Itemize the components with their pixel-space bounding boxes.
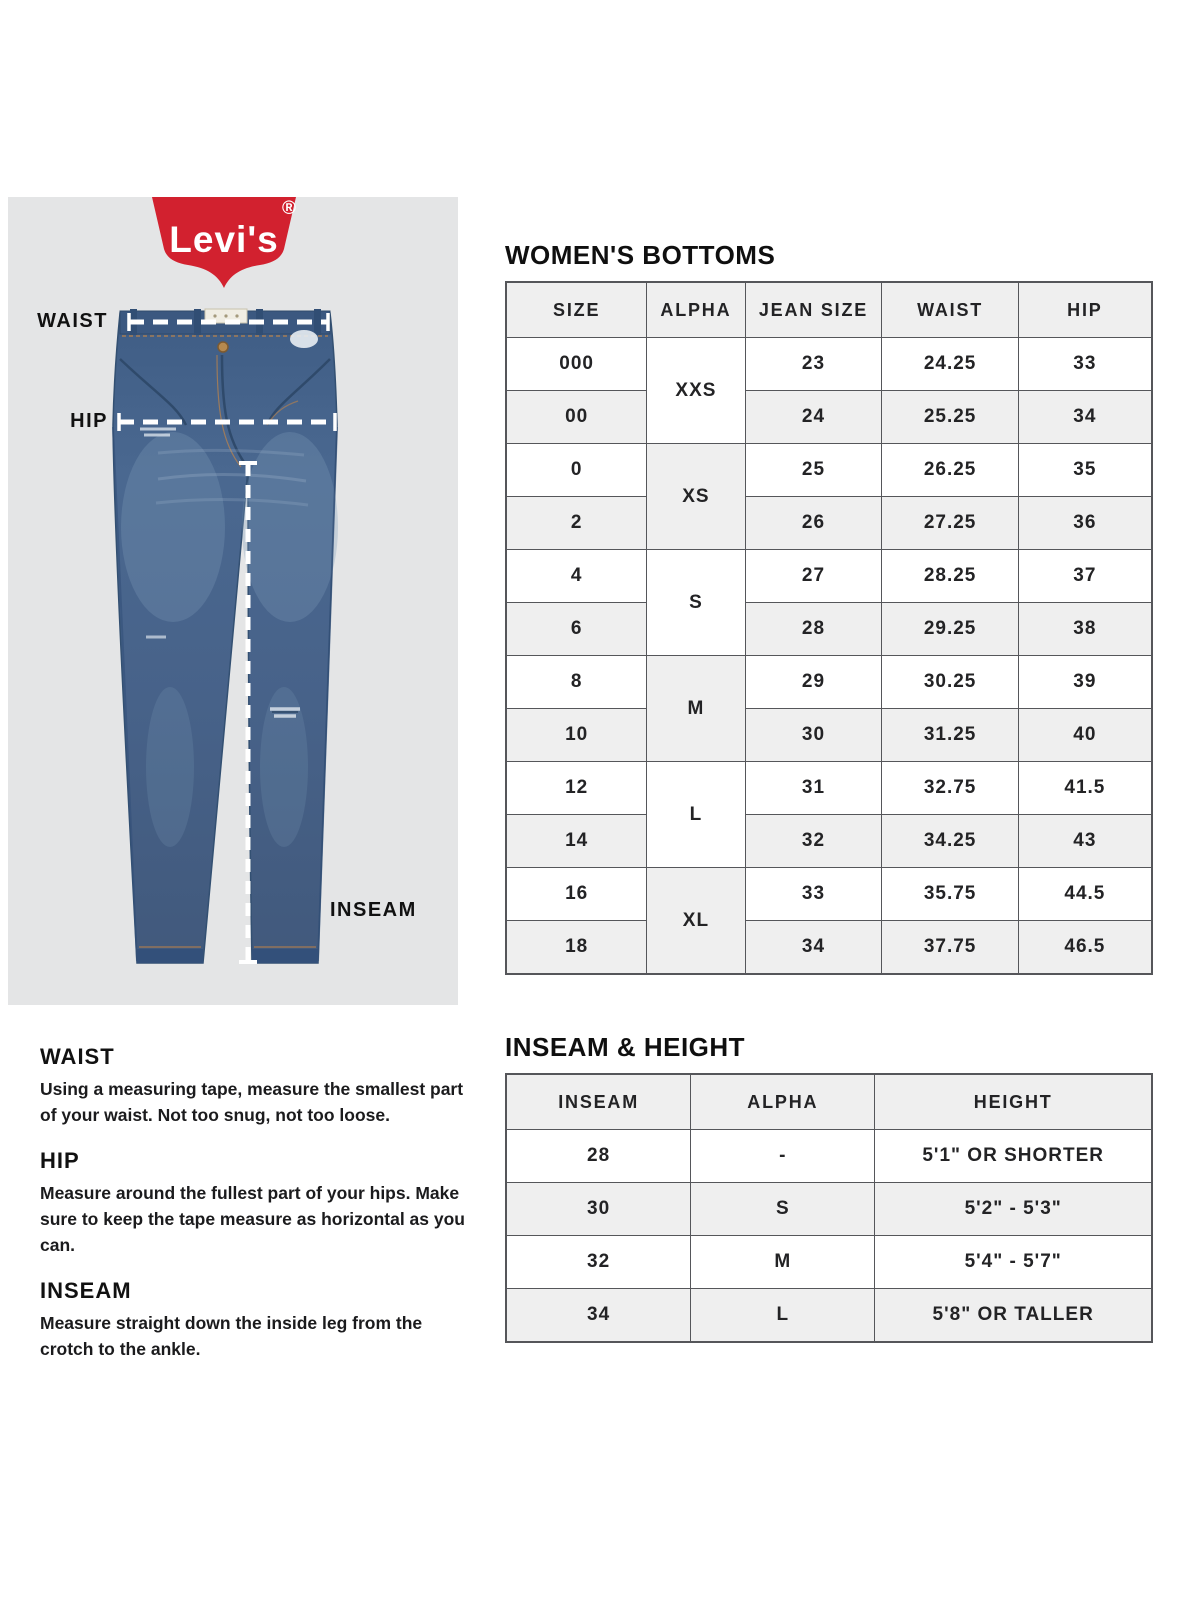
alpha-cell: M xyxy=(647,656,745,762)
waist-cell: 31.25 xyxy=(882,709,1018,762)
jean-size-cell: 28 xyxy=(745,603,882,656)
jean-size-cell: 33 xyxy=(745,868,882,921)
inseam-instruction-text: Measure straight down the inside leg from the crotch to the ankle. xyxy=(40,1313,423,1359)
registered-mark: ® xyxy=(282,198,296,219)
height-cell: 5'8" OR TALLER xyxy=(875,1289,1152,1343)
inseam-instruction xyxy=(40,1278,480,1362)
waist-cell: 34.25 xyxy=(882,815,1018,868)
hip-cell: 41.5 xyxy=(1018,762,1152,815)
size-row xyxy=(506,338,1152,391)
alpha-cell: XS xyxy=(647,444,745,550)
hip-instruction xyxy=(40,1148,480,1258)
size-cell: 4 xyxy=(506,550,647,603)
size-cell: 6 xyxy=(506,603,647,656)
waist-instruction-text: Using a measuring tape, measure the smallest part of your waist. Not too snug, not too loose. xyxy=(40,1079,464,1125)
waist-instruction xyxy=(40,1044,480,1128)
inseam-row xyxy=(506,1289,1152,1343)
column-header: WAIST xyxy=(882,282,1018,338)
inseam-cell: 32 xyxy=(506,1236,691,1289)
size-cell: 16 xyxy=(506,868,647,921)
size-row xyxy=(506,709,1152,762)
inseam-row xyxy=(506,1236,1152,1289)
jean-size-cell: 27 xyxy=(745,550,882,603)
column-header: HIP xyxy=(1018,282,1152,338)
jean-size-cell: 32 xyxy=(745,815,882,868)
inseam-table-title: INSEAM & HEIGHT xyxy=(505,1032,746,1062)
alpha-cell: M xyxy=(691,1236,875,1289)
levis-logo xyxy=(150,197,298,293)
size-row xyxy=(506,603,1152,656)
alpha-cell: L xyxy=(647,762,745,868)
bottoms-size-table xyxy=(505,281,1153,975)
header-row xyxy=(506,282,1152,338)
bottoms-table-title: WOMEN'S BOTTOMS xyxy=(505,240,776,270)
jean-size-cell: 29 xyxy=(745,656,882,709)
column-header: HEIGHT xyxy=(875,1074,1152,1130)
hip-cell: 38 xyxy=(1018,603,1152,656)
jean-size-cell: 24 xyxy=(745,391,882,444)
waist-cell: 25.25 xyxy=(882,391,1018,444)
column-header: ALPHA xyxy=(691,1074,875,1130)
size-cell: 12 xyxy=(506,762,647,815)
size-cell: 2 xyxy=(506,497,647,550)
height-cell: 5'1" OR SHORTER xyxy=(875,1130,1152,1183)
size-row xyxy=(506,762,1152,815)
hip-instruction-heading: HIP xyxy=(40,1148,80,1173)
column-header: SIZE xyxy=(506,282,647,338)
jean-size-cell: 26 xyxy=(745,497,882,550)
hip-cell: 36 xyxy=(1018,497,1152,550)
hip-label: HIP xyxy=(70,410,108,432)
height-cell: 5'2" - 5'3" xyxy=(875,1183,1152,1236)
column-header: INSEAM xyxy=(506,1074,691,1130)
hip-instruction-text: Measure around the fullest part of your hips. Make sure to keep the tape measure as horizontal as you can. xyxy=(40,1183,465,1255)
height-cell: 5'4" - 5'7" xyxy=(875,1236,1152,1289)
size-row xyxy=(506,868,1152,921)
size-cell: 000 xyxy=(506,338,647,391)
waist-cell: 27.25 xyxy=(882,497,1018,550)
waist-cell: 26.25 xyxy=(882,444,1018,497)
waist-instruction-heading: WAIST xyxy=(40,1044,115,1069)
inseam-height-table xyxy=(505,1073,1153,1343)
waist-label: WAIST xyxy=(37,310,108,332)
hip-cell: 35 xyxy=(1018,444,1152,497)
alpha-cell: S xyxy=(691,1183,875,1236)
hip-cell: 40 xyxy=(1018,709,1152,762)
waist-cell: 29.25 xyxy=(882,603,1018,656)
inseam-label: INSEAM xyxy=(330,899,417,921)
alpha-cell: XXS xyxy=(647,338,745,444)
inseam-cell: 30 xyxy=(506,1183,691,1236)
waist-cell: 35.75 xyxy=(882,868,1018,921)
jean-size-cell: 30 xyxy=(745,709,882,762)
column-header: ALPHA xyxy=(647,282,745,338)
waist-cell: 32.75 xyxy=(882,762,1018,815)
size-row xyxy=(506,497,1152,550)
size-cell: 00 xyxy=(506,391,647,444)
size-row xyxy=(506,550,1152,603)
hip-cell: 39 xyxy=(1018,656,1152,709)
hip-cell: 46.5 xyxy=(1018,921,1152,975)
waist-cell: 28.25 xyxy=(882,550,1018,603)
size-row xyxy=(506,444,1152,497)
hip-cell: 43 xyxy=(1018,815,1152,868)
measuring-instructions xyxy=(40,1044,480,1382)
waist-cell: 37.75 xyxy=(882,921,1018,975)
size-cell: 0 xyxy=(506,444,647,497)
jeans-button xyxy=(218,342,228,352)
hip-cell: 33 xyxy=(1018,338,1152,391)
right-hem xyxy=(252,949,318,963)
inseam-cell: 34 xyxy=(506,1289,691,1343)
size-cell: 10 xyxy=(506,709,647,762)
jean-size-cell: 23 xyxy=(745,338,882,391)
size-cell: 18 xyxy=(506,921,647,975)
column-header: JEAN SIZE xyxy=(745,282,882,338)
header-row xyxy=(506,1074,1152,1130)
hip-cell: 44.5 xyxy=(1018,868,1152,921)
inseam-row xyxy=(506,1130,1152,1183)
size-row xyxy=(506,815,1152,868)
distress-patch xyxy=(290,330,318,348)
inseam-cell: 28 xyxy=(506,1130,691,1183)
hip-cell: 34 xyxy=(1018,391,1152,444)
waist-cell: 30.25 xyxy=(882,656,1018,709)
alpha-cell: L xyxy=(691,1289,875,1343)
jean-size-cell: 31 xyxy=(745,762,882,815)
left-hem xyxy=(137,949,203,963)
inseam-row xyxy=(506,1183,1152,1236)
jean-size-cell: 34 xyxy=(745,921,882,975)
inseam-instruction-heading: INSEAM xyxy=(40,1278,132,1303)
size-cell: 8 xyxy=(506,656,647,709)
size-row xyxy=(506,921,1152,975)
jean-size-cell: 25 xyxy=(745,444,882,497)
size-row xyxy=(506,656,1152,709)
alpha-cell: XL xyxy=(647,868,745,975)
hip-cell: 37 xyxy=(1018,550,1152,603)
size-cell: 14 xyxy=(506,815,647,868)
logo-wordmark: Levi's xyxy=(169,219,279,260)
alpha-cell: S xyxy=(647,550,745,656)
size-row xyxy=(506,391,1152,444)
alpha-cell: - xyxy=(691,1130,875,1183)
waist-cell: 24.25 xyxy=(882,338,1018,391)
